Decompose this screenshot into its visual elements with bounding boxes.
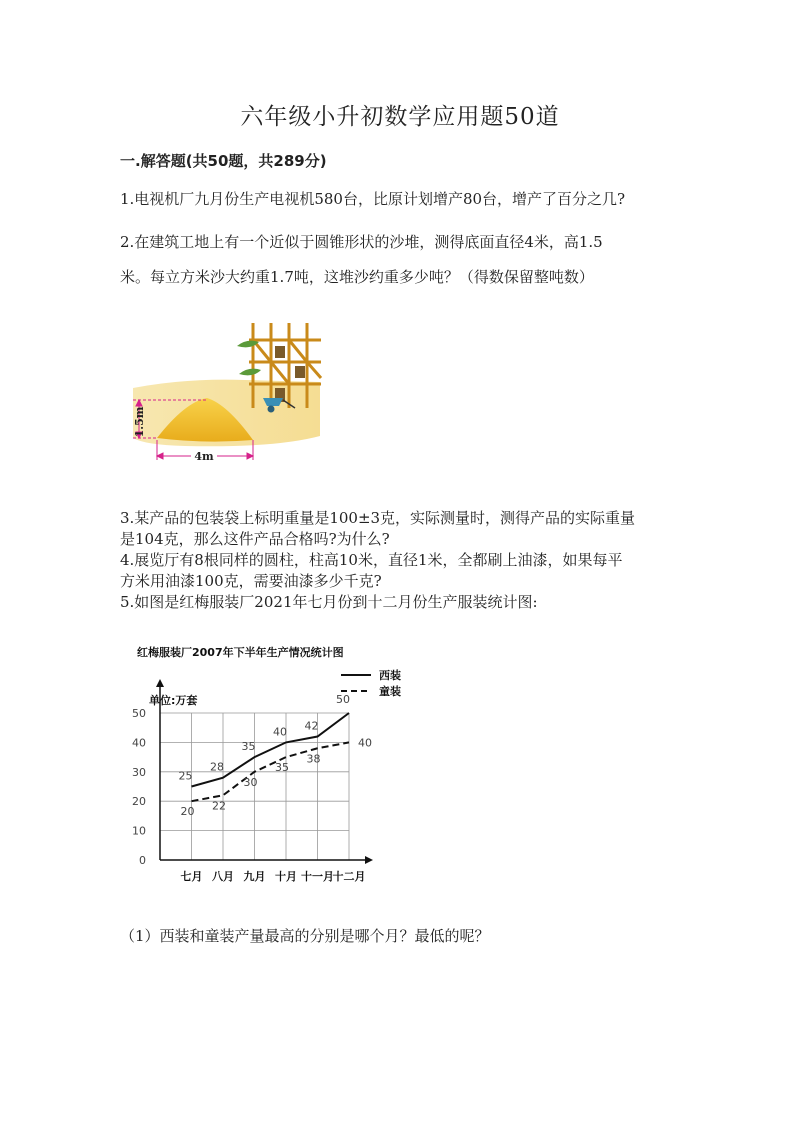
question-3-line-2: 是104克，那么这件产品合格吗?为什么? [120,530,390,548]
x-tick-label: 十月 [275,870,297,883]
data-label-suits: 50 [336,693,350,706]
y-tick-label: 20 [132,795,146,809]
series-line-suits [192,713,350,787]
x-tick-label: 十一月 [301,870,334,883]
x-tick-label: 八月 [212,870,234,883]
y-tick-label: 30 [132,765,146,779]
data-label-suits: 35 [241,740,256,754]
question-3-line-1: 3.某产品的包装袋上标明重量是100±3克，实际测量时，测得产品的实际重量 [120,509,636,527]
legend-label-suits: 西装 [379,669,401,682]
x-axis-arrow [365,856,373,864]
diameter-label: 4m [194,450,214,463]
question-5-part-1: （1）西装和童装产量最高的分别是哪个月？最低的呢？ [120,927,490,945]
y-tick-label: 10 [132,824,146,838]
question-4-line-1: 4.展览厅有8根同样的圆柱，柱高10米，直径1米，全都刷上油漆，如果每平 [120,551,623,569]
sand-pile-diagram [125,318,325,468]
question-2-line-2: 米。每立方米沙大约重1.7吨，这堆沙约重多少吨？（得数保留整吨数） [120,268,594,286]
question-2-line-1: 2.在建筑工地上有一个近似于圆锥形状的沙堆，测得底面直径4米，高1.5 [120,233,603,251]
data-label-kids: 30 [243,775,258,789]
section-heading: 一.解答题(共50题，共289分) [120,152,327,170]
y-tick-label: 50 [132,707,146,720]
document-title: 六年级小升初数学应用题50道 [240,104,560,130]
data-label-suits: 42 [304,719,319,733]
data-label-kids: 40 [358,736,372,750]
y-tick-label: 40 [132,736,146,750]
x-tick-label: 九月 [243,870,266,883]
production-line-chart [115,640,401,890]
question-5: 5.如图是红梅服装厂2021年七月份到十二月份生产服装统计图: [120,593,538,611]
y-axis-arrow [156,679,164,687]
question-4-line-2: 方米用油漆100克，需要油漆多少千克? [120,572,382,590]
y-tick-label: 0 [139,854,146,867]
data-label-kids: 20 [180,805,195,819]
data-label-kids: 22 [212,799,226,813]
legend-label-kids: 童装 [379,685,401,698]
chart-unit-label: 单位:万套 [149,694,198,707]
data-label-suits: 40 [273,725,287,739]
data-label-kids: 35 [275,761,289,775]
height-label: 1.5m [133,406,146,438]
data-label-suits: 28 [210,760,224,774]
data-label-suits: 25 [178,769,193,783]
x-tick-label: 十二月 [332,870,366,883]
chart-legend [341,668,401,698]
x-tick-label: 七月 [180,870,203,883]
question-1: 1.电视机厂九月份生产电视机580台，比原计划增产80台，增产了百分之几? [120,190,626,208]
data-label-kids: 38 [306,752,321,766]
chart-title: 红梅服装厂2007年下半年生产情况统计图 [137,646,344,659]
plant-icon [237,341,259,348]
